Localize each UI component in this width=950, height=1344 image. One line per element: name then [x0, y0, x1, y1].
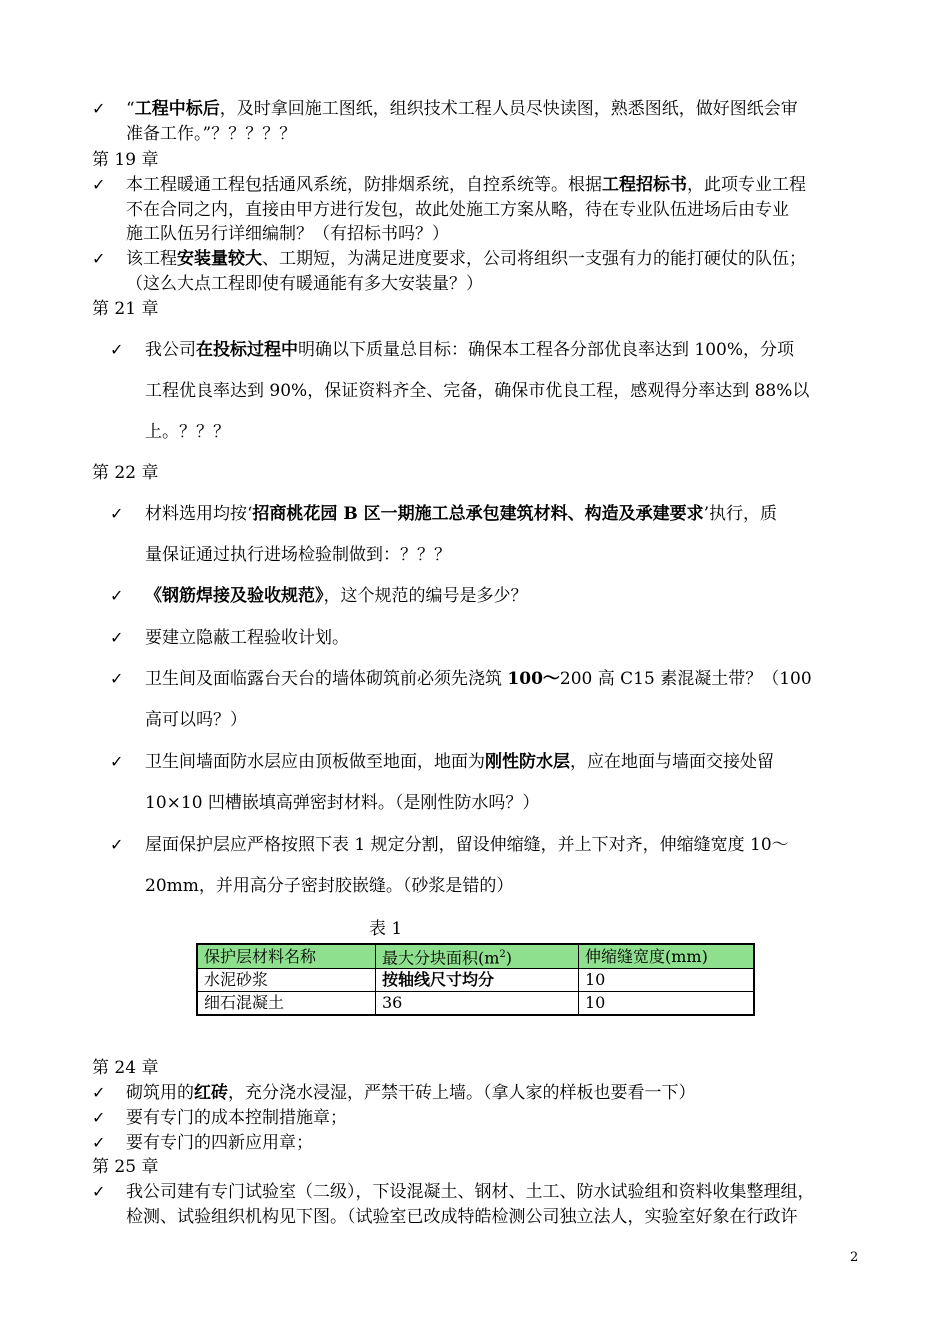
page-number: 2 [850, 1250, 859, 1265]
bullet-line: 不在合同之内，直接由甲方进行发包，故此处施工方案从略，待在专业队伍进场后由专业 [126, 200, 789, 220]
chapter-heading: 第 21 章 [92, 299, 159, 319]
bullet-line: 本工程暖通工程包括通风系统，防排烟系统，自控系统等。根据工程招标书，此项专业工程 [126, 175, 806, 195]
check-icon: ✓ [92, 1083, 106, 1102]
bullet-line: 准备工作。”？？？？？ [126, 124, 297, 144]
check-icon: ✓ [110, 669, 124, 688]
table-cell: 10 [579, 969, 755, 992]
bullet-line: 要建立隐蔽工程验收计划。 [145, 628, 349, 648]
table-cell: 水泥砂浆 [197, 969, 376, 992]
table-header-cell: 伸缩缝宽度(mm) [579, 944, 755, 969]
table-cell: 36 [376, 992, 579, 1016]
table-header-cell: 保护层材料名称 [197, 944, 376, 969]
check-icon: ✓ [92, 1108, 106, 1127]
table-row [197, 969, 754, 992]
bullet-line: 工程优良率达到 90%，保证资料齐全、完备，确保市优良工程，感观得分率达到 88%以 [145, 381, 810, 401]
bullet-line: 10×10 凹槽嵌填高弹密封材料。（是刚性防水吗？） [145, 793, 540, 813]
table-cell: 按轴线尺寸均分 [376, 969, 579, 992]
bullet-line: 要有专门的成本控制措施章； [126, 1108, 347, 1128]
check-icon: ✓ [110, 752, 124, 771]
bullet-line: 20mm，并用高分子密封胶嵌缝。（砂浆是错的） [145, 876, 514, 896]
partition-table [196, 943, 755, 1016]
check-icon: ✓ [92, 99, 106, 118]
bullet-line: 量保证通过执行进场检验制做到：？？？ [145, 545, 451, 565]
bullet-line: 《钢筋焊接及验收规范》，这个规范的编号是多少？ [145, 586, 528, 606]
table-cell: 细石混凝土 [197, 992, 376, 1016]
bullet-line: 上。？？？ [145, 422, 230, 442]
bullet-line: “工程中标后，及时拿回施工图纸，组织技术工程人员尽快读图，熟悉图纸，做好图纸会审 [126, 99, 798, 119]
chapter-heading: 第 25 章 [92, 1157, 159, 1177]
bullet-line: 我公司在投标过程中明确以下质量总目标：确保本工程各分部优良率达到 100%，分项 [145, 340, 795, 360]
check-icon: ✓ [110, 628, 124, 647]
table-cell: 10 [579, 992, 755, 1016]
check-icon: ✓ [110, 586, 124, 605]
bullet-line: 要有专门的四新应用章； [126, 1133, 313, 1153]
bullet-line: 我公司建有专门试验室（二级），下设混凝土、钢材、土工、防水试验组和资料收集整理组， [126, 1182, 815, 1202]
bullet-line: 屋面保护层应严格按照下表 1 规定分割，留设伸缩缝，并上下对齐，伸缩缝宽度 10～ [145, 835, 789, 855]
bullet-line: 检测、试验组织机构见下图。（试验室已改成特皓检测公司独立法人，实验室好象在行政许 [126, 1207, 798, 1227]
table-header-cell: 最大分块面积$(m^2)$ [376, 944, 579, 969]
table-caption: 表 1 [369, 919, 403, 939]
bullet-line: （这么大点工程即使有暖通能有多大安装量？） [126, 274, 483, 294]
check-icon: ✓ [92, 1182, 106, 1201]
bullet-line: 卫生间墙面防水层应由顶板做至地面，地面为刚性防水层，应在地面与墙面交接处留 [145, 752, 774, 772]
chapter-heading: 第 24 章 [92, 1058, 159, 1078]
check-icon: ✓ [110, 340, 124, 359]
bullet-line: 材料选用均按‘招商桃花园 B 区一期施工总承包建筑材料、构造及承建要求’执行，质 [145, 504, 778, 524]
bullet-line: 施工队伍另行详细编制？（有招标书吗？） [126, 224, 449, 244]
bullet-line: 卫生间及面临露台天台的墙体砌筑前必须先浇筑 100～200 高 C15 素混凝土带？（100 [145, 669, 812, 689]
bullet-line: 高可以吗？） [145, 710, 247, 730]
bullet-line: 砌筑用的红砖，充分浇水浸湿，严禁干砖上墙。（拿人家的样板也要看一下） [126, 1083, 696, 1103]
table-row [197, 992, 754, 1016]
chapter-heading: 第 22 章 [92, 463, 159, 483]
check-icon: ✓ [92, 175, 106, 194]
check-icon: ✓ [92, 249, 106, 268]
check-icon: ✓ [110, 504, 124, 523]
check-icon: ✓ [92, 1133, 106, 1152]
check-icon: ✓ [110, 835, 124, 854]
chapter-heading: 第 19 章 [92, 150, 159, 170]
bullet-line: 该工程安装量较大、工期短，为满足进度要求，公司将组织一支强有力的能打硬仗的队伍； [126, 249, 806, 269]
table-header-row [197, 944, 754, 969]
